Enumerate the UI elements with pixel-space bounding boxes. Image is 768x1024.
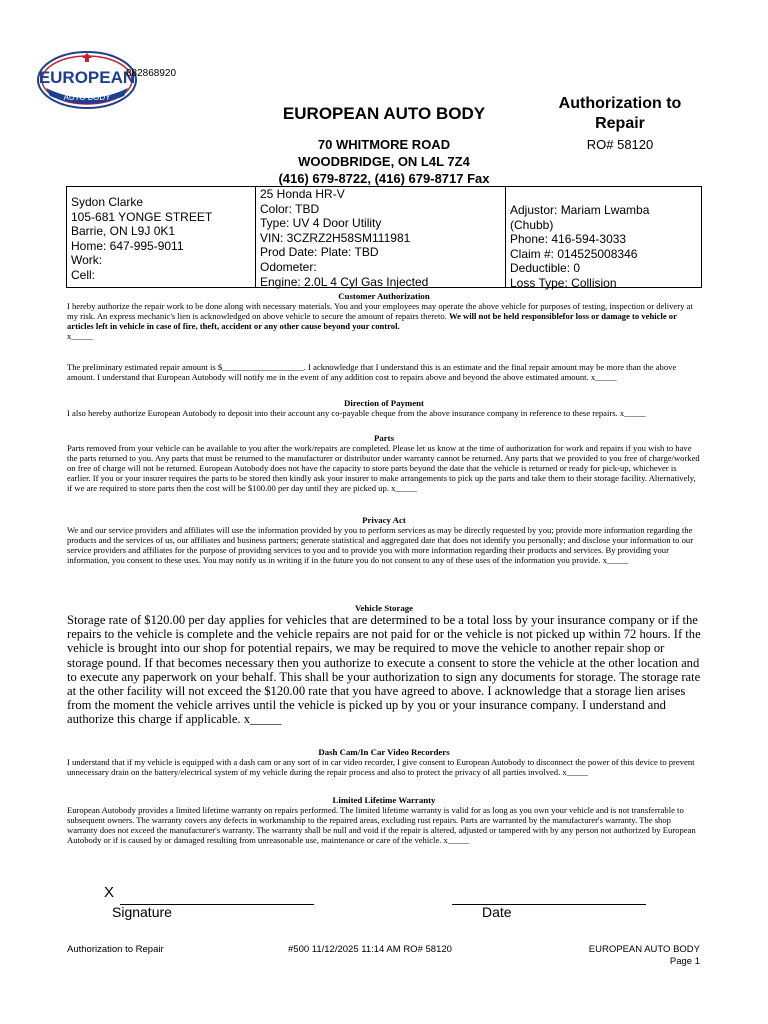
customer-auth-x: x_____: [67, 331, 93, 341]
date-label: Date: [482, 904, 512, 920]
footer-page-number: Page 1: [669, 956, 700, 967]
customer-auth-bold: We will not be held responsiblefor loss or damage to vehicle or articles left in vehicle in case of fire, theft, accident or any other cause beyond your control.: [67, 311, 677, 331]
insurance-phone: Phone: 416-594-3033: [510, 232, 627, 247]
document-title-line2: Repair: [595, 115, 645, 132]
insurance-claim: Claim #: 014525008346: [510, 246, 638, 261]
document-title-line1: Authorization to: [558, 95, 682, 112]
dashcam-heading: Dash Cam/In Car Video Recorders: [318, 747, 450, 757]
customer-authorization-section: [67, 291, 701, 341]
vehicle-info: [255, 187, 505, 287]
estimate-section: [67, 362, 701, 382]
customer-home: Home: 647-995-9011: [71, 238, 184, 253]
parts-section: [67, 433, 701, 493]
vehicle-odometer: Odometer:: [260, 259, 317, 274]
parts-heading: Parts: [373, 433, 395, 443]
signature-label: Signature: [112, 904, 172, 920]
estimate-text: The preliminary estimated repair amount is $___________________. I acknowledge that I understand this is an estimate and the final repair amount may be more than the above amount. I understand that European Autobody will notify me in the event of any addition cost to repairs above and beyond the above estimated amount. x_____: [67, 362, 677, 382]
logo-brand-text: EUROPEAN: [38, 68, 136, 87]
document-title: [530, 94, 710, 134]
warranty-heading: Limited Lifetime Warranty: [332, 795, 436, 805]
payment-section: [67, 398, 701, 418]
signature-x-mark: X: [104, 884, 115, 901]
footer-timestamp: #500 11/12/2025 11:14 AM RO# 58120: [288, 944, 452, 955]
customer-auth-heading: Customer Authorization: [338, 291, 430, 301]
vehicle-color: Color: TBD: [260, 201, 320, 216]
payment-heading: Direction of Payment: [344, 398, 424, 408]
logo-phone: 882868920: [126, 68, 177, 79]
customer-work: Work:: [71, 253, 103, 268]
dashcam-section: [67, 747, 701, 777]
vehicle-engine: Engine: 2.0L 4 Cyl Gas Injected: [260, 274, 429, 289]
warranty-section: [67, 795, 701, 845]
payment-text: I also hereby authorize European Autobody to deposit into their account any co-payable cheque from the above insurance company in reference to these repairs. x_____: [67, 408, 646, 418]
vehicle-type: Type: UV 4 Door Utility: [260, 216, 382, 231]
customer-auth-paragraph: [67, 301, 701, 331]
customer-info: [67, 187, 255, 287]
info-box: [66, 186, 702, 288]
privacy-text: We and our service providers and affiliates will use the information provided by you to perform services as may be directly requested by you; provide more information regarding the products and the services of us, our affiliates and business partners; generate statistical and aggregated date that does not identify you personally; and disclose your information to our service providers and affiliates for the purpose of providing services to you and to provide you with more information regarding their products and services. By providing your information, you consent to these uses. You may notify us in writing if in the future you do not consent to any of these uses of the information you provide. x_____: [67, 525, 694, 565]
company-name: EUROPEAN AUTO BODY: [282, 104, 486, 123]
insurance-adjustor: Adjustor: Mariam Lwamba: [510, 203, 650, 217]
vehicle-vin: VIN: 3CZRZ2H58SM111981: [260, 230, 411, 245]
storage-text: Storage rate of $120.00 per day applies for vehicles that are determined to be a total loss by your insurance company or if the repairs to the vehicle is complete and the vehicle repairs are not paid for or the vehicle is not picked up within 72 hours. If the vehicle is brought into our shop for potential repairs, we may be required to move the vehicle to another repair shop or storage pound. If that becomes necessary then you authorize to execute a consent to store the vehicle at the other location and to execute any paperwork on your behalf. This shall be your authorization to sign any documents for storage. The storage rate at the other facility will not exceed the $120.00 rate that you have agreed to above. I acknowledge that a storage lien arises from the moment the vehicle arrives until the vehicle is picked up by you or your insurance company. I understand and authorize this charge if applicable. x_____: [67, 613, 701, 727]
customer-name: Sydon Clarke: [71, 195, 144, 209]
phone-fax: (416) 679-8722, (416) 679-8717 Fax: [278, 171, 490, 186]
address-line1: 70 WHITMORE ROAD: [317, 137, 451, 152]
insurance-loss-type: Loss Type: Collision: [510, 275, 617, 290]
company-logo: [36, 50, 138, 110]
parts-text: Parts removed from your vehicle can be available to you after the work/repairs are completed. Please let us know at the time of authorization for work and repairs if you wish to have the parts returned to you. Any parts that must be returned to the manufacturer or distributor under warranty cannot be returned. Any parts that we provided to you free of charge/worked on free of charge will not be returned. European Autobody does not have the capacity to store parts beyond the date that the vehicle is returned or ready for pick-up, whichever is earlier. If you or your insurer requires the parts to be stored then kindly ask your insurer to make arrangements to pick up the parts and take them to their storage facility. Alternatively, if we are required to store parts then the cost will be $100.00 per day until they are picked up. x_____: [67, 443, 700, 493]
storage-heading: Vehicle Storage: [354, 603, 414, 613]
customer-street: 105-681 YONGE STREET: [71, 209, 213, 224]
footer-doc-title: Authorization to Repair: [67, 944, 164, 955]
insurance-info: [505, 187, 701, 290]
footer-company: [520, 944, 700, 968]
storage-section: [67, 603, 701, 727]
vehicle-prod-plate: Prod Date: Plate: TBD: [260, 245, 379, 260]
logo-sub-text: AUTO BODY: [63, 93, 111, 102]
vehicle-model: 25 Honda HR-V: [260, 187, 345, 201]
insurance-deductible: Deductible: 0: [510, 261, 581, 276]
customer-auth-text: I hereby authorize the repair work to be done along with necessary materials. You and your employees may operate the above vehicle for purposes of testing, inspection or delivery at my risk. An express mechanic's lien is acknowledged on above vehicle to secure the amount of repairs thereto.: [67, 301, 693, 321]
customer-cell: Cell:: [71, 267, 96, 282]
warranty-text: European Autobody provides a limited lifetime warranty on repairs performed. The limited lifetime warranty is valid for as long as you own your vehicle and is not transferrable to subsequent owners. The warranty covers any defects in workmanship to the repaired areas, excluding rust repairs. Parts are warranted by the manufacturer's warranty. The shop warranty does not exceed the manufacturer's warranty. The warranty shall be null and void if the repair is altered, adjusted or tampered with by any person not authorized by European Autobody or if is caused by or damaged resulting from unreasonable use, maintenance or care of the vehicle. x_____: [67, 805, 696, 845]
company-address: [240, 136, 528, 187]
dashcam-text: I understand that if my vehicle is equipped with a dash cam or any sort of in car video recorder, I give consent to European Autobody to disconnect the power of this device to prevent unnecessary drain on the battery/electrical system of my vehicle during the repair process and also to protect the privacy of all parties involved. x_____: [67, 757, 695, 777]
customer-city: Barrie, ON L9J 0K1: [71, 224, 176, 239]
privacy-heading: Privacy Act: [362, 515, 406, 525]
insurance-company: (Chubb): [510, 217, 554, 232]
ro-number: RO# 58120: [586, 137, 654, 152]
address-line2: WOODBRIDGE, ON L4L 7Z4: [298, 154, 470, 169]
privacy-section: [67, 515, 701, 565]
footer-company-name: EUROPEAN AUTO BODY: [588, 944, 700, 955]
